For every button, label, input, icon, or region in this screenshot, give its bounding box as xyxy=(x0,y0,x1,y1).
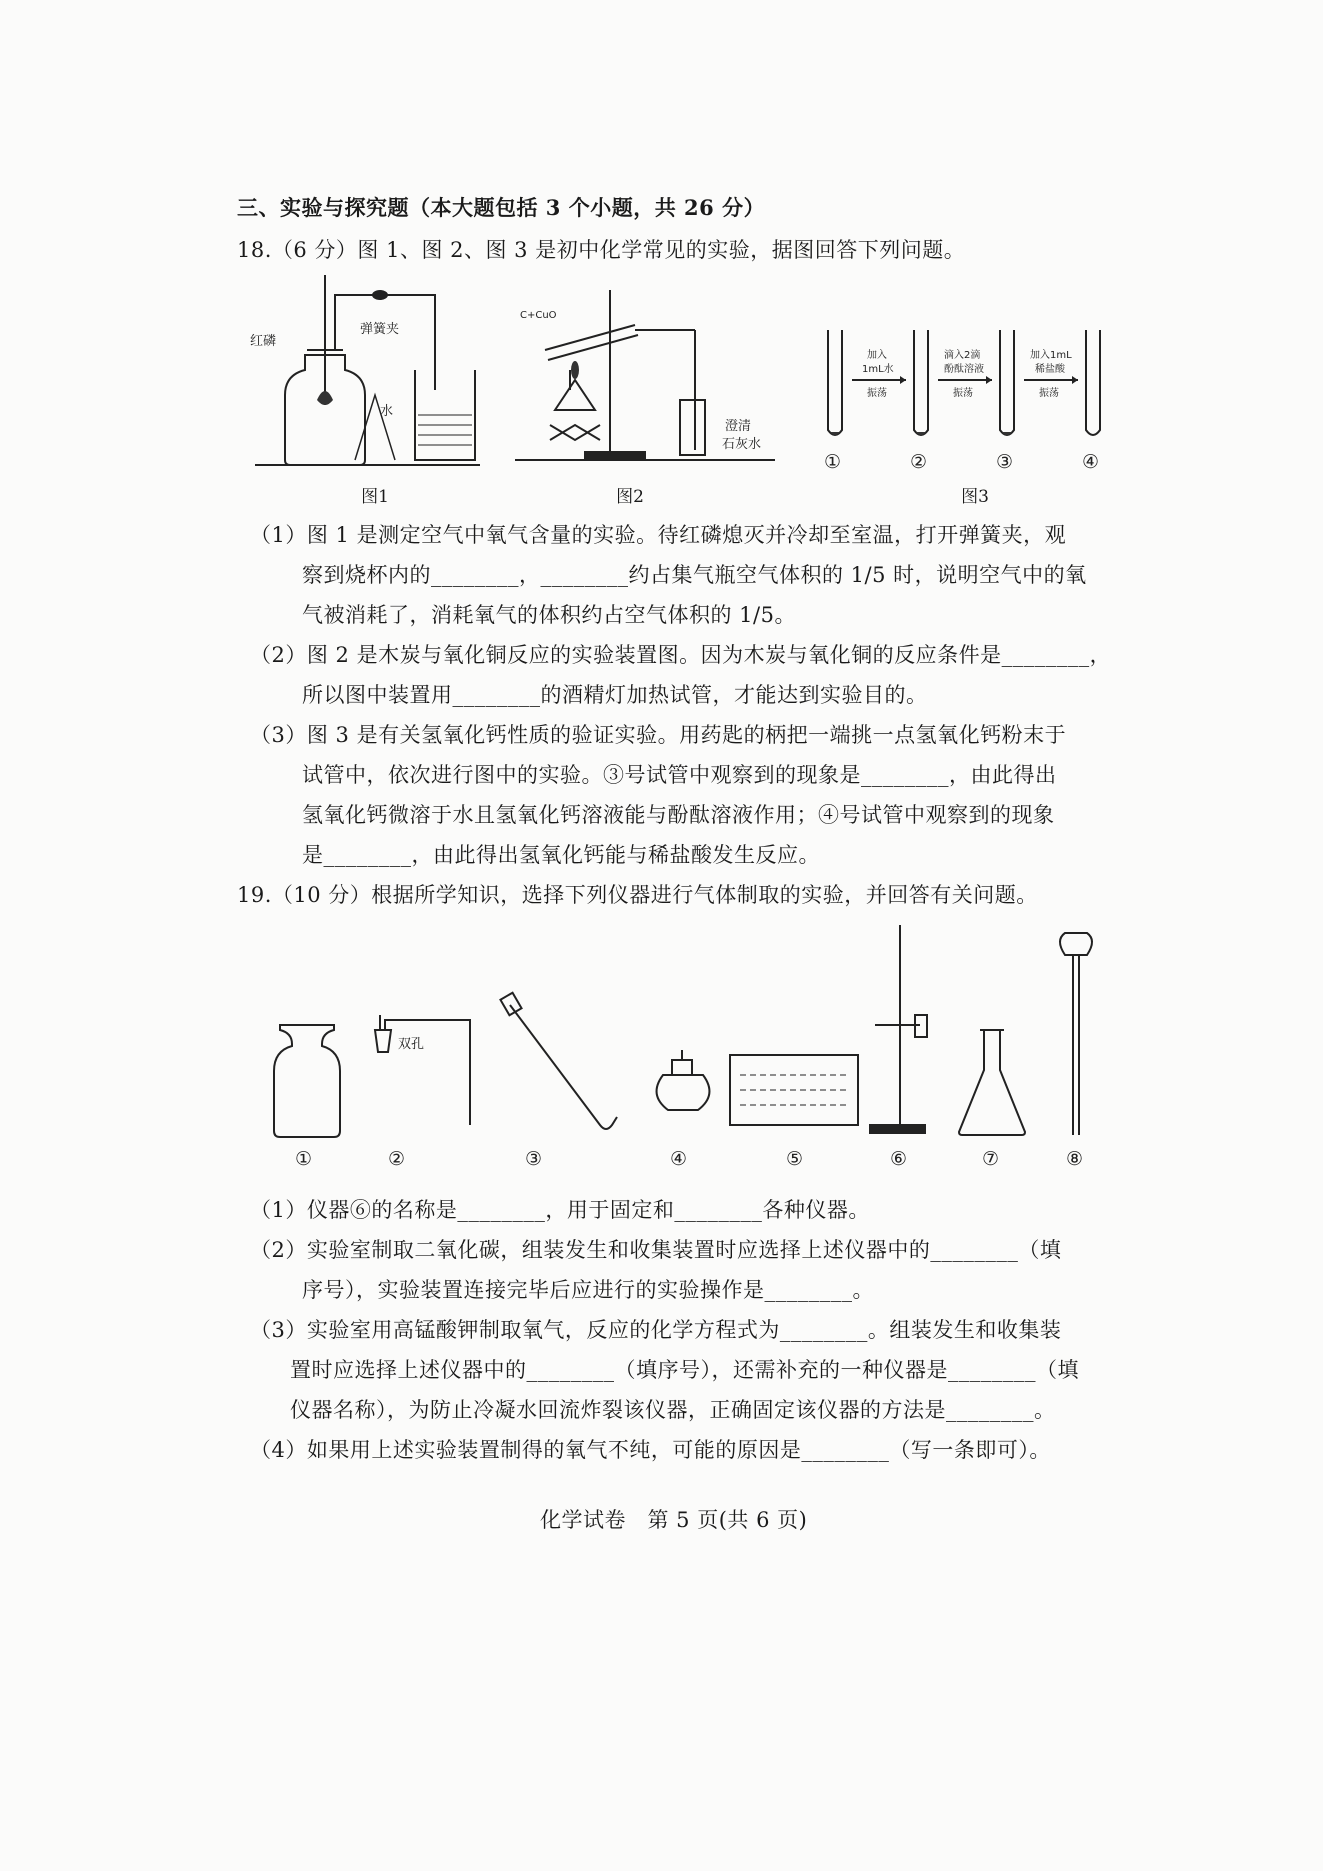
q18-p1-line2: 察到烧杯内的________，________约占集气瓶空气体积的 1/5 时，说明空气中的氧 xyxy=(302,563,1087,587)
stopper-label: 双孔 xyxy=(398,1037,425,1052)
figure-2-diagram xyxy=(515,290,785,475)
page-footer: 化学试卷 第 5 页(共 6 页) xyxy=(540,1508,808,1532)
q19-p1: （1）仪器⑥的名称是________，用于固定和________各种仪器。 xyxy=(250,1198,870,1222)
q19-p3-line3: 仪器名称），为防止冷凝水回流炸裂该仪器，正确固定该仪器的方法是________。 xyxy=(290,1398,1056,1422)
instrument-num-8: ⑧ xyxy=(1066,1148,1084,1170)
instrument-num-3: ③ xyxy=(525,1148,543,1170)
fig3-tube-4: ④ xyxy=(1082,451,1100,473)
fig3-step3-c: 振荡 xyxy=(1039,388,1059,399)
q19-p2-line2: 序号），实验装置连接完毕后应进行的实验操作是________。 xyxy=(302,1278,874,1302)
instrument-num-4: ④ xyxy=(670,1148,688,1170)
fig3-step1-c: 振荡 xyxy=(867,388,887,399)
q18-p3-line3: 氢氧化钙微溶于水且氢氧化钙溶液能与酚酞溶液作用；④号试管中观察到的现象 xyxy=(302,803,1055,827)
instruments-diagram xyxy=(270,925,1110,1175)
fig3-step2-a: 滴入2滴 xyxy=(944,350,981,361)
fig2-label-reagent: C+CuO xyxy=(520,310,557,321)
q18-stem: 18.（6 分）图 1、图 2、图 3 是初中化学常见的实验，据图回答下列问题。 xyxy=(237,238,966,262)
instrument-num-5: ⑤ xyxy=(786,1148,804,1170)
q19-p3-line2: 置时应选择上述仪器中的________（填序号），还需补充的一种仪器是________（填 xyxy=(290,1358,1079,1382)
fig3-step2-b: 酚酞溶液 xyxy=(944,364,984,375)
figure-3-diagram xyxy=(820,330,1120,475)
fig2-label-limewater-1: 澄清 xyxy=(725,419,752,434)
fig3-step3-b: 稀盐酸 xyxy=(1035,364,1065,375)
red-phosphorus-icon xyxy=(317,391,333,405)
fig3-step2-c: 振荡 xyxy=(953,388,973,399)
q18-p3-line2: 试管中，依次进行图中的实验。③号试管中观察到的现象是________，由此得出 xyxy=(302,763,1057,787)
fig3-caption: 图3 xyxy=(961,487,989,507)
instrument-num-2: ② xyxy=(388,1148,406,1170)
instrument-num-6: ⑥ xyxy=(890,1148,908,1170)
fig1-caption: 图1 xyxy=(361,487,389,507)
q18-p3-line4: 是________，由此得出氢氧化钙能与稀盐酸发生反应。 xyxy=(302,843,820,867)
fig3-step1-a: 加入 xyxy=(867,350,887,361)
q18-p3-line1: （3）图 3 是有关氢氧化钙性质的验证实验。用药匙的柄把一端挑一点氢氧化钙粉末于 xyxy=(250,723,1067,747)
fig3-tube-2: ② xyxy=(910,451,928,473)
q18-p2-line1: （2）图 2 是木炭与氧化铜反应的实验装置图。因为木炭与氧化铜的反应条件是________， xyxy=(250,643,1112,667)
fig1-label-clip: 弹簧夹 xyxy=(360,322,400,337)
fig3-step1-b: 1mL水 xyxy=(862,364,894,375)
instrument-num-1: ① xyxy=(295,1148,313,1170)
fig3-step3-a: 加入1mL xyxy=(1030,350,1072,361)
fig2-label-limewater-2: 石灰水 xyxy=(722,437,762,452)
q18-p1-line1: （1）图 1 是测定空气中氧气含量的实验。待红磷熄灭并冷却至室温，打开弹簧夹，观 xyxy=(250,523,1067,547)
figure-1-diagram xyxy=(250,275,485,475)
q19-stem: 19.（10 分）根据所学知识，选择下列仪器进行气体制取的实验，并回答有关问题。 xyxy=(237,883,1038,907)
section-title: 三、实验与探究题（本大题包括 3 个小题，共 26 分） xyxy=(237,195,766,220)
spring-clip-icon xyxy=(372,290,388,300)
fig3-tube-1: ① xyxy=(824,451,842,473)
q18-p2-line2: 所以图中装置用________的酒精灯加热试管，才能达到实验目的。 xyxy=(302,683,928,707)
fig3-tube-3: ③ xyxy=(996,451,1014,473)
fig1-label-red-p: 红磷 xyxy=(250,334,277,349)
q18-p1-line3: 气被消耗了，消耗氧气的体积约占空气体积的 1/5。 xyxy=(302,603,796,627)
instrument-num-7: ⑦ xyxy=(982,1148,1000,1170)
fig2-caption: 图2 xyxy=(616,487,644,507)
q19-p3-line1: （3）实验室用高锰酸钾制取氧气，反应的化学方程式为________。组装发生和收集装 xyxy=(250,1318,1062,1342)
q19-p4: （4）如果用上述实验装置制得的氧气不纯，可能的原因是________（写一条即可）。 xyxy=(250,1438,1051,1462)
flame-icon xyxy=(571,361,579,379)
q19-p2-line1: （2）实验室制取二氧化碳，组装发生和收集装置时应选择上述仪器中的________（填 xyxy=(250,1238,1062,1262)
fig1-label-water: 水 xyxy=(380,404,394,419)
